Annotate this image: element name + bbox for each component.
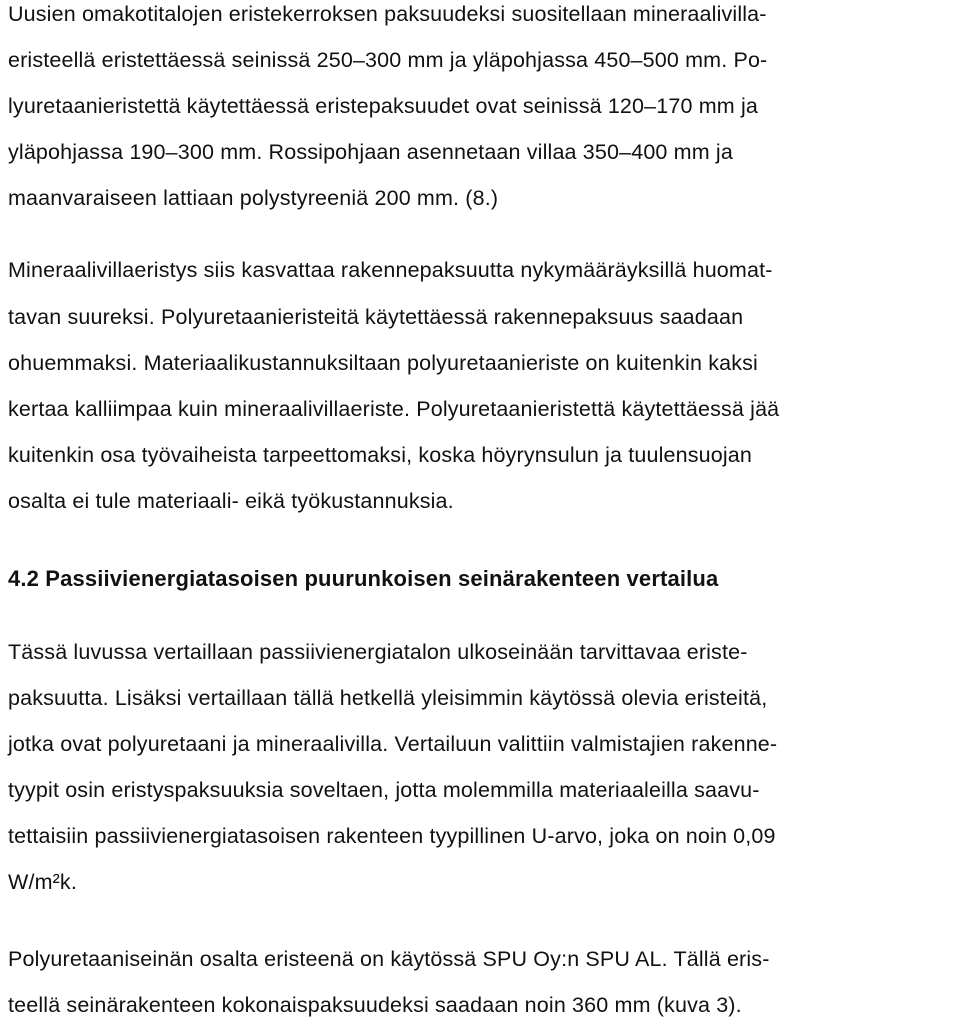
paragraph-4-line: teellä seinärakenteen kokonaispaksuudeksi saadaan noin 360 mm (kuva 3).: [8, 993, 742, 1017]
paragraph-4-line: Polyuretaaniseinän osalta eristeenä on käytössä SPU Oy:n SPU AL. Tällä eris-: [8, 947, 770, 971]
paragraph-3-line: paksuutta. Lisäksi vertaillaan tällä hetkellä yleisimmin käytössä olevia eristeitä,: [8, 686, 768, 710]
paragraph-2-line: ohuemmaksi. Materiaalikustannuksiltaan polyuretaanieriste on kuitenkin kaksi: [8, 351, 758, 375]
paragraph-1-line: eristeellä eristettäessä seinissä 250–300 mm ja yläpohjassa 450–500 mm. Po-: [8, 48, 768, 72]
paragraph-1-line: yläpohjassa 190–300 mm. Rossipohjaan asennetaan villaa 350–400 mm ja: [8, 140, 733, 164]
paragraph-2-line: Mineraalivillaeristys siis kasvattaa rakennepaksuutta nykymääräyksillä huomat-: [8, 258, 773, 282]
paragraph-1-line: Uusien omakotitalojen eristekerroksen paksuudeksi suositellaan mineraalivilla-: [8, 2, 767, 26]
paragraph-3-line: Tässä luvussa vertaillaan passiivienergiatalon ulkoseinään tarvittavaa eriste-: [8, 640, 748, 664]
paragraph-3-line: jotka ovat polyuretaani ja mineraalivilla. Vertailuun valittiin valmistajien rakenne-: [8, 732, 778, 756]
paragraph-3-line: tettaisiin passiivienergiatasoisen rakenteen tyypillinen U-arvo, joka on noin 0,09: [8, 824, 776, 848]
paragraph-2-line: kertaa kalliimpaa kuin mineraalivillaeriste. Polyuretaanieristettä käytettäessä jää: [8, 397, 780, 421]
paragraph-3-line: W/m²k.: [8, 870, 77, 894]
paragraph-3-line: tyypit osin eristyspaksuuksia soveltaen, jotta molemmilla materiaaleilla saavu-: [8, 778, 760, 802]
paragraph-1-line: lyuretaanieristettä käytettäessä eristepaksuudet ovat seinissä 120–170 mm ja: [8, 94, 758, 118]
paragraph-2-line: osalta ei tule materiaali- eikä työkustannuksia.: [8, 489, 454, 513]
paragraph-2-line: kuitenkin osa työvaiheista tarpeettomaksi, koska höyrynsulun ja tuulensuojan: [8, 443, 753, 467]
paragraph-2-line: tavan suureksi. Polyuretaanieristeitä käytettäessä rakennepaksuus saadaan: [8, 305, 744, 329]
paragraph-1-line: maanvaraiseen lattiaan polystyreeniä 200 mm. (8.): [8, 186, 499, 210]
section-heading: 4.2 Passiivienergiatasoisen puurunkoisen seinärakenteen vertailua: [8, 566, 719, 591]
